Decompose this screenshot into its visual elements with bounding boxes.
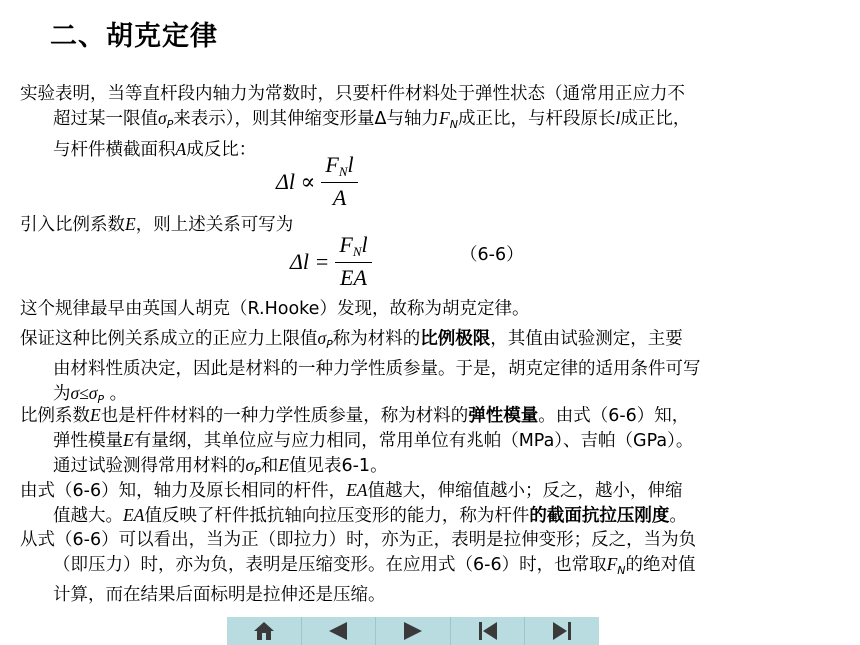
paragraph-elastic-modulus: 比例系数E也是杆件材料的一种力学性质参量，称为材料的弹性模量。由式（6-6）知， 弹性模量E有量纲，其单位应与应力相同，常用单位有兆帕（MPa）、吉帕（GPa）。 通过试验测得常用材料的$\sigma_P$和E值见表6-1。 — [20, 405, 694, 478]
formula-hooke: Δl = $\frac{\text{FNl}}{EA}$ — [290, 232, 372, 291]
paragraph-history: 这个规律最早由英国人胡克（R.Hooke）发现，故称为胡克定律。 — [20, 299, 530, 319]
equation-number: （6-6） — [460, 245, 524, 265]
first-icon — [477, 621, 499, 641]
paragraph-sign-convention: 从式（6-6）可以看出，当为正（即拉力）时，亦为正，表明是拉伸变形；反之，当为负 （即压力）时，亦为负，表明是压缩变形。在应用式（6-6）时，也常取$F_N$的绝对值 计算，而在结果后面标明是拉伸还是压缩。 — [20, 530, 697, 605]
last-slide-button[interactable] — [525, 617, 599, 645]
paragraph-proportional-limit: 保证这种比例关系成立的正应力上限值$\sigma_P$称为材料的比例极限，其值由试验测定，主要 由材料性质决定，因此是材料的一种力学性质参量。于是，胡克定律的适用条件可写 为$\sigma\le\sigma_P$ 。 — [20, 328, 701, 406]
previous-button[interactable] — [302, 617, 377, 645]
prev-icon — [327, 621, 349, 641]
next-button[interactable] — [376, 617, 451, 645]
home-icon — [253, 620, 275, 642]
home-button[interactable] — [227, 617, 302, 645]
page-title: 二、胡克定律 — [50, 21, 218, 52]
paragraph-experiment: 实验表明，当等直杆段内轴力为常数时，只要杆件材料处于弹性状态（通常用正应力不 超过某一限值$\sigma_P$来表示），则其伸缩变形量Δ与轴力$F_N$成正比，与杆段原长l成正比， 与杆件横截面积A成反比： — [20, 84, 691, 160]
paragraph-stiffness: 由式（6-6）知，轴力及原长相同的杆件，EA值越大，伸缩值越小；反之，越小，伸缩 值越大。EA值反映了杆件抵抗轴向拉压变形的能力，称为杆件的截面抗拉压刚度。 — [20, 480, 687, 526]
last-icon — [551, 621, 573, 641]
formula-proportional: Δl ∝ $\frac{\text{FNl}}{A}$ — [276, 152, 358, 211]
next-icon — [402, 621, 424, 641]
term-axial-stiffness: 的截面抗拉压刚度 — [529, 506, 670, 526]
paragraph-coefficient: 引入比例系数E，则上述关系可写为 — [20, 214, 294, 235]
first-slide-button[interactable] — [451, 617, 526, 645]
term-elastic-modulus: 弹性模量 — [468, 406, 539, 426]
slide-navigation-bar — [227, 617, 599, 645]
term-proportional-limit: 比例极限 — [420, 329, 491, 349]
